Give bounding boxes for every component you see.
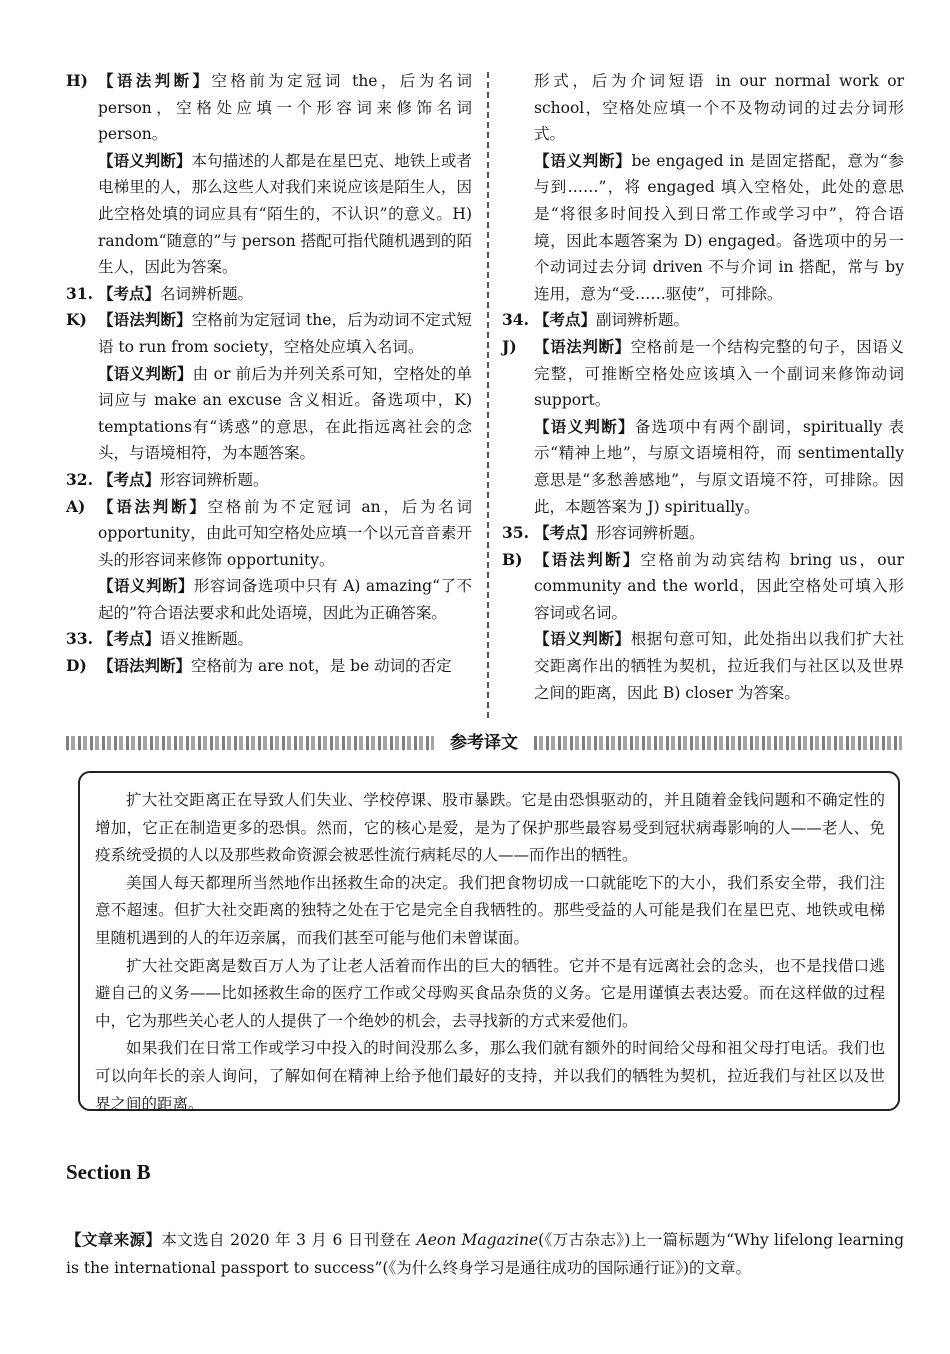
- question-number: 31.: [66, 283, 93, 303]
- topic-text: 形容词辨析题。: [596, 524, 705, 543]
- answer-k: [66, 307, 472, 467]
- answer-h: [66, 68, 472, 281]
- question-35: [502, 520, 904, 547]
- topic-text: 语义推断题。: [160, 630, 254, 649]
- section-heading: Section B: [66, 1160, 151, 1184]
- grammar-tag: 【语法判断】: [534, 336, 631, 356]
- topic-text: 形容词辨析题。: [160, 470, 269, 489]
- topic-tag: 【考点】: [98, 629, 161, 649]
- grammar-tag: 【语法判断】: [98, 656, 192, 676]
- semantic-text: 本句描述的人都是在星巴克、地铁上或者电梯里的人，那么这些人对我们来说应该是陌生人，因此空格处填的词应具有“陌生的，不认识”的意义。H) random“随意的”与 person 搭配可指代随机遇到的陌生人，因此为答案。: [98, 151, 472, 277]
- grammar-text: 空格前为定冠词 the，后为动词不定式短语 to run from society，空格处应填入名词。: [98, 311, 472, 356]
- grammar-tag: 【语法判断】: [98, 71, 212, 90]
- source-tag: 【文章来源】: [66, 1230, 162, 1249]
- banner-decoration-right: [534, 736, 902, 750]
- option-label: K): [66, 310, 87, 330]
- option-label: H): [66, 71, 88, 90]
- semantic-text: 备选项中有两个副词，spiritually 表示“精神上地”，与原文语境相符，而 sentimentally 意思是“多愁善感地”，与原文语境不符，可排除。因此，本题答案为 J) spiritually。: [534, 417, 904, 516]
- grammar-text-continued: 形式，后为介词短语 in our normal work or school，空格处应填一个不及物动词的过去分词形式。: [534, 72, 904, 144]
- question-31: [66, 281, 472, 308]
- semantic-tag: 【语义判断】: [98, 150, 192, 170]
- grammar-text: 空格前是一个结构完整的句子，因语义完整，可推断空格处应该填入一个副词来修饰动词 support。: [534, 337, 904, 410]
- topic-tag: 【考点】: [534, 523, 597, 543]
- semantic-text: 形容词备选项中只有 A) amazing“了不起的”符合语法要求和此处语境，因此为正确答案。: [98, 577, 472, 622]
- semantic-tag: 【语义判断】: [534, 150, 632, 170]
- translation-paragraph: 扩大社交距离是数百万人为了让老人活着而作出的巨大的牺牲。它并不是有远离社会的念头，也不是找借口逃避自己的义务——比如拯救生命的医疗工作或父母购买食品杂货的义务。它是用谨慎去表达爱。而在这样做的过程中，它为那些关心老人的人提供了一个绝妙的机会，去寻找新的方式来爱他们。: [95, 956, 885, 1030]
- option-label: A): [66, 496, 86, 516]
- semantic-tag: 【语义判断】: [98, 363, 193, 383]
- answer-d-continued: [502, 68, 904, 307]
- topic-text: 名词辨析题。: [160, 284, 254, 303]
- answer-j: [502, 334, 904, 520]
- question-33: [66, 626, 472, 653]
- article-source: [66, 1226, 904, 1282]
- answer-b: [502, 547, 904, 707]
- option-label: D): [66, 656, 87, 676]
- answer-d: [66, 653, 472, 680]
- semantic-text: be engaged in 是固定搭配，意为“参与到……”，将 engaged 填入空格处，此处的意思是“将很多时间投入到日常工作或学习中”，符合语境，因此本题答案为 D) engaged。备选项中的另一个动词过去分词 driven 不与介词 in 搭配，常与 by 连用，意为“受……驱使”，可排除。: [534, 151, 904, 303]
- semantic-tag: 【语义判断】: [534, 629, 631, 649]
- question-number: 32.: [66, 469, 93, 489]
- right-column: [502, 68, 904, 706]
- grammar-text: 空格前为不定冠词 an，后为名词 opportunity，由此可知空格处应填一个以元音音素开头的形容词来修饰 opportunity。: [98, 497, 472, 569]
- grammar-text: 空格前为定冠词 the，后为名词 person，空格处应填一个形容词来修饰名词 person。: [98, 72, 472, 144]
- semantic-tag: 【语义判断】: [534, 416, 635, 436]
- translation-banner: [66, 732, 902, 754]
- column-divider: [487, 72, 489, 718]
- grammar-tag: 【语法判断】: [98, 496, 208, 516]
- translation-paragraph: 如果我们在日常工作或学习中投入的时间没那么多，那么我们就有额外的时间给父母和祖父母打电话。我们也可以向年长的亲人询问，了解如何在精神上给予他们最好的支持，并以我们的牺牲为契机，拉近我们与社区以及世界之间的距离。: [95, 1039, 885, 1113]
- grammar-tag: 【语法判断】: [534, 549, 641, 569]
- magazine-name: Aeon Magazine: [416, 1231, 539, 1249]
- left-column: [66, 68, 472, 680]
- question-number: 35.: [502, 523, 529, 543]
- translation-paragraph: 扩大社交距离正在导致人们失业、学校停课、股市暴跌。它是由恐惧驱动的，并且随着金钱问题和不确定性的增加，它正在制造更多的恐惧。然而，它的核心是爱，是为了保护那些最容易受到冠状病毒影响的人——老人、免疫系统受损的人以及那些救命资源会被恶性流行病耗尽的人——而作出的牺牲。: [95, 791, 885, 865]
- source-text-post: (《万古杂志》)上一篇标题为“Why lifelong learning is the international passport to success”(《为什么终身学习是通往成功的国际通行证》)的文章。: [66, 1231, 904, 1277]
- grammar-text: 空格前为 are not，是 be 动词的否定: [191, 657, 452, 676]
- topic-tag: 【考点】: [534, 310, 597, 330]
- translation-box: [78, 771, 900, 1111]
- translation-title: 参考译文: [450, 733, 518, 753]
- grammar-tag: 【语法判断】: [98, 310, 192, 330]
- topic-tag: 【考点】: [98, 469, 161, 489]
- option-label: J): [502, 336, 517, 356]
- option-label: B): [502, 549, 523, 569]
- topic-text: 副词辨析题。: [596, 311, 690, 330]
- grammar-text: 空格前为动宾结构 bring us，our community and the world，因此空格处可填入形容词或名词。: [534, 550, 904, 622]
- question-number: 34.: [502, 310, 529, 330]
- semantic-text: 根据句意可知，此处指出以我们扩大社交距离作出的牺牲为契机，拉近我们与社区以及世界之间的距离，因此 B) closer 为答案。: [534, 630, 904, 702]
- question-number: 33.: [66, 629, 93, 649]
- answer-a: [66, 494, 472, 627]
- semantic-tag: 【语义判断】: [98, 576, 194, 596]
- question-32: [66, 467, 472, 494]
- topic-tag: 【考点】: [98, 283, 161, 303]
- translation-paragraph: 美国人每天都理所当然地作出拯救生命的决定。我们把食物切成一口就能吃下的大小，我们系安全带，我们注意不超速。但扩大社交距离的独特之处在于它是完全自我牺牲的。那些受益的人可能是我们在星巴克、地铁或电梯里随机遇到的人的年迈亲属，而我们甚至可能与他们未曾谋面。: [95, 873, 885, 947]
- semantic-text: 由 or 前后为并列关系可知，空格处的单词应与 make an excuse 含义相近。备选项中，K) temptations有“诱惑”的意思，在此指远离社会的念头，与语境相符，为本题答案。: [98, 364, 472, 463]
- banner-decoration-left: [66, 736, 434, 750]
- question-34: [502, 307, 904, 334]
- source-text-pre: 本文选自 2020 年 3 月 6 日刊登在: [161, 1231, 417, 1249]
